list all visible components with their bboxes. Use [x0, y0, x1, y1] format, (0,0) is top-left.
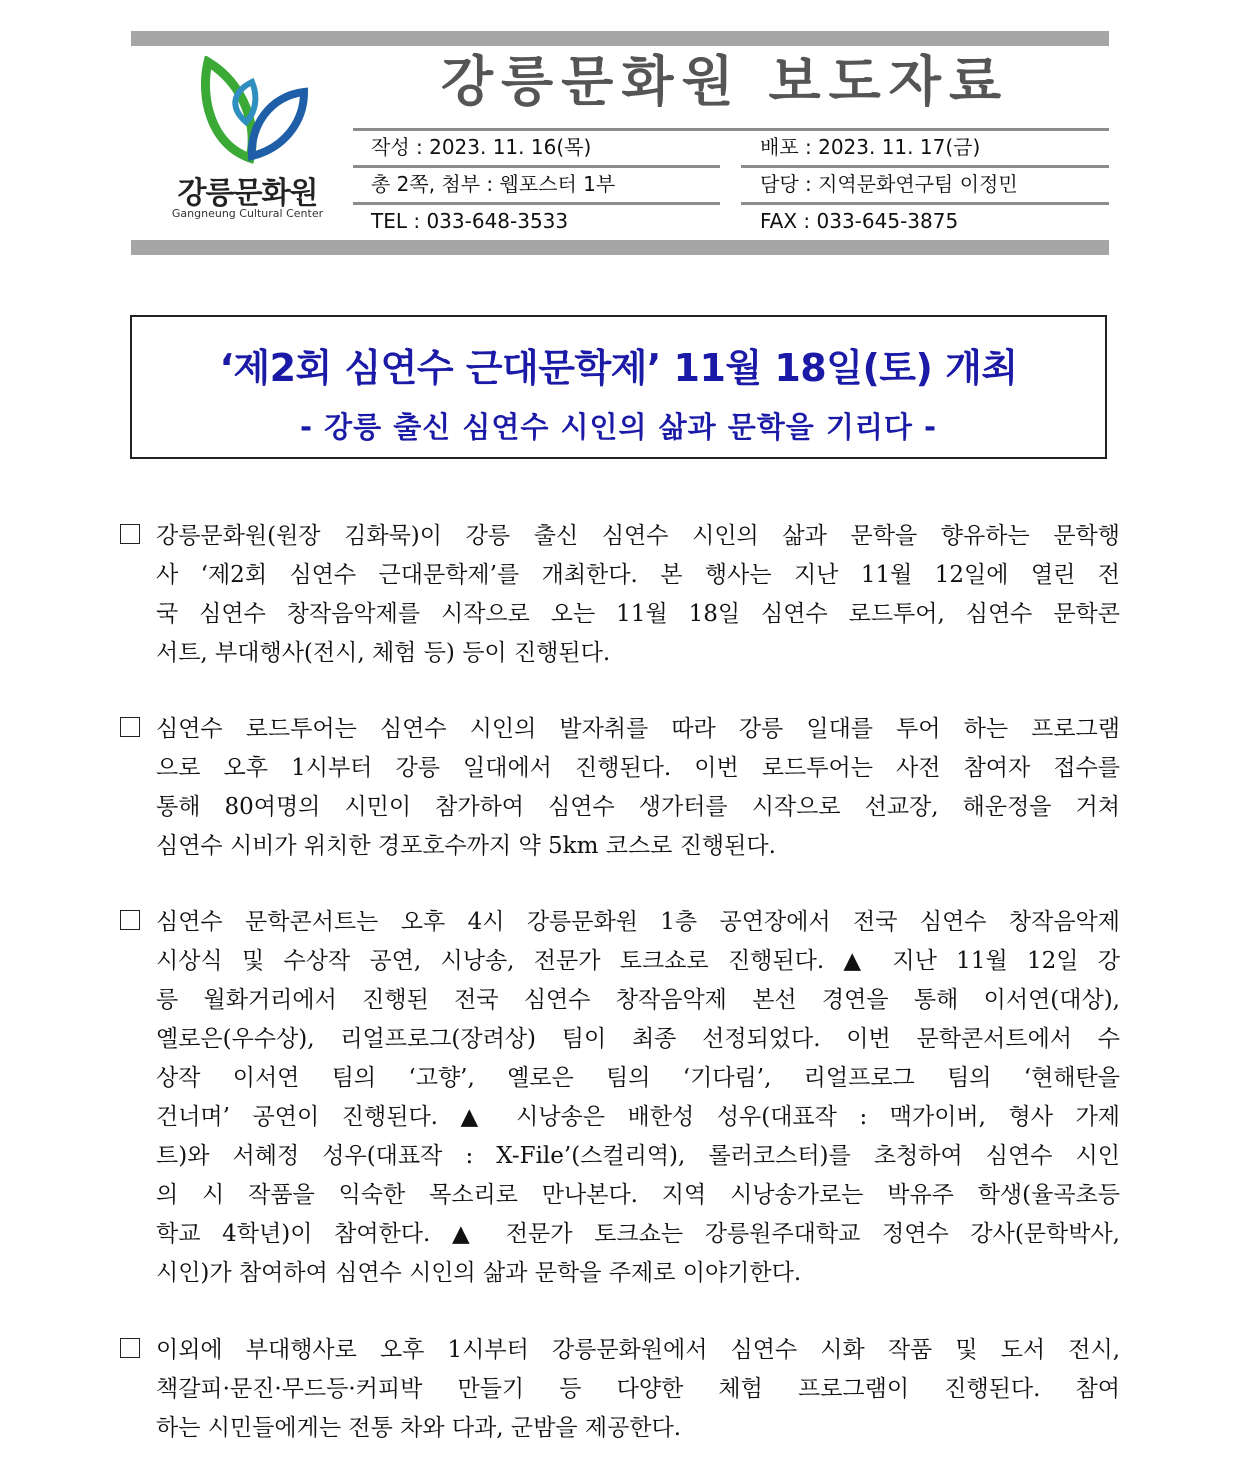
paragraph-line: 책갈피·문진·무드등·커피박 만들기 등 다양한 체험 프로그램이 진행된다. 참여 [156, 1376, 1120, 1402]
logo-org-name-en: Gangneung Cultural Center [171, 207, 324, 220]
leaf-logo-icon [200, 56, 310, 164]
paragraph-line: 상작 이서연 팀의 ‘고향’, 옐로은 팀의 ‘기다림’, 리얼프로그 팀의 ‘현해탄을 [156, 1065, 1120, 1091]
paragraph-line: 릉 월화거리에서 진행된 전국 심연수 창작음악제 본선 경연을 통해 이서연(대상), [156, 987, 1120, 1013]
paragraph-line: 시상식 및 수상작 공연, 시낭송, 전문가 토크쇼로 진행된다. ▲ 지난 11월 12일 강 [156, 948, 1120, 974]
paragraph-line: 서트, 부대행사(전시, 체험 등) 등이 진행된다. [156, 640, 611, 666]
headline-subtitle: - 강릉 출신 심연수 시인의 삶과 문학을 기리다 - [299, 410, 938, 444]
logo-org-name: 강릉문화원 [177, 176, 318, 211]
paragraph-line: 트)와 서혜정 성우(대표작 : X-File’(스컬리역), 롤러코스터)를 초청하여 심연수 시인 [156, 1143, 1120, 1169]
paragraph-line: 학교 4학년)이 참여한다. ▲ 전문가 토크쇼는 강릉원주대학교 정연수 강사(문학박사, [156, 1221, 1120, 1247]
paragraph-line: 시인)가 참여하여 심연수 시인의 삶과 문학을 주제로 이야기한다. [156, 1260, 802, 1286]
checkbox-bullet-icon [120, 524, 140, 544]
paragraph-line: 이외에 부대행사로 오후 1시부터 강릉문화원에서 심연수 시화 작품 및 도서 전시, [156, 1337, 1120, 1363]
paragraph-line: 하는 시민들에게는 전통 차와 다과, 군밤을 제공한다. [156, 1415, 682, 1441]
headline-title: ‘제2회 심연수 근대문학제’ 11월 18일(토) 개최 [219, 346, 1018, 390]
written-date: 작성 : 2023. 11. 16(목) [371, 135, 592, 159]
checkbox-bullet-icon [120, 1338, 140, 1358]
paragraph-line: 옐로은(우수상), 리얼프로그(장려상) 팀이 최종 선정되었다. 이번 문학콘서트에서 수 [156, 1026, 1120, 1052]
meta-divider [353, 202, 720, 205]
document-title: 강릉문화원 보도자료 [440, 50, 1010, 113]
checkbox-bullet-icon [120, 717, 140, 737]
contact-person: 담당 : 지역문화연구팀 이정민 [760, 172, 1018, 196]
org-logo [160, 56, 335, 226]
meta-divider [353, 128, 1109, 131]
paragraph-line: 국 심연수 창작음악제를 시작으로 오는 11월 18일 심연수 로드투어, 심연수 문학콘 [156, 601, 1120, 627]
paragraph-line: 심연수 로드투어는 심연수 시인의 발자취를 따라 강릉 일대를 투어 하는 프로그램 [156, 716, 1120, 742]
paragraph-line: 심연수 시비가 위치한 경포호수까지 약 5km 코스로 진행된다. [156, 833, 776, 859]
telephone: TEL : 033-648-3533 [371, 209, 569, 233]
paragraph-line: 심연수 문학콘서트는 오후 4시 강릉문화원 1층 공연장에서 전국 심연수 창작음악제 [156, 909, 1120, 935]
distribution-date: 배포 : 2023. 11. 17(금) [760, 135, 981, 159]
page-count: 총 2쪽, 첨부 : 웹포스터 1부 [371, 172, 616, 196]
headline-box [130, 315, 1107, 459]
paragraph-line: 의 시 작품을 익숙한 목소리로 만나본다. 지역 시낭송가로는 박유주 학생(율곡초등 [156, 1182, 1120, 1208]
header-bottom-bar [131, 240, 1109, 255]
checkbox-bullet-icon [120, 910, 140, 930]
paragraph-line: 으로 오후 1시부터 강릉 일대에서 진행된다. 이번 로드투어는 사전 참여자 접수를 [156, 755, 1120, 781]
paragraph-line: 통해 80여명의 시민이 참가하여 심연수 생가터를 시작으로 선교장, 해운정을 거쳐 [156, 794, 1120, 820]
meta-divider [741, 165, 1109, 168]
paragraph-line: 강릉문화원(원장 김화묵)이 강릉 출신 심연수 시인의 삶과 문학을 향유하는 문학행 [156, 523, 1120, 549]
paragraph-line: 사 ‘제2회 심연수 근대문학제’를 개최한다. 본 행사는 지난 11월 12일에 열린 전 [156, 562, 1120, 588]
meta-divider [741, 202, 1109, 205]
fax: FAX : 033-645-3875 [760, 209, 959, 233]
meta-divider [353, 165, 720, 168]
paragraph-line: 건너며’ 공연이 진행된다. ▲ 시낭송은 배한성 성우(대표작 : 맥가이버, 형사 가제 [156, 1104, 1120, 1130]
